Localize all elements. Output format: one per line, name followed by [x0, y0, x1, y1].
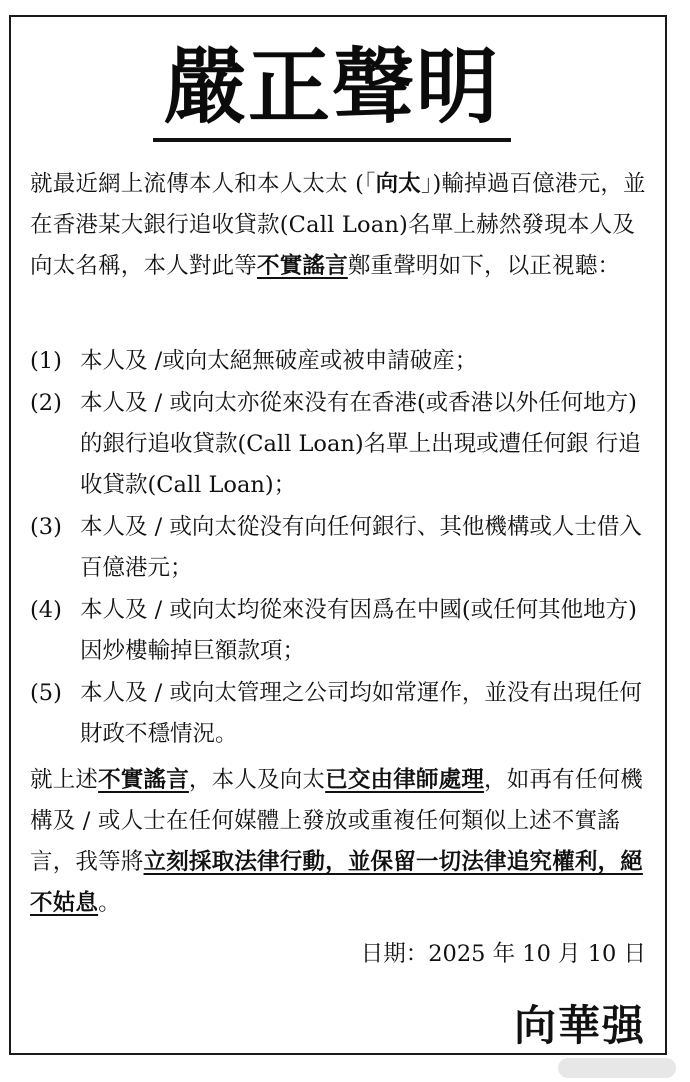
list-item-text: 本人及 / 或向太從没有向任何銀行、其他機構或人士借入百億港元； [80, 514, 642, 581]
signature: 向華强 [513, 1001, 646, 1050]
intro-highlight-rumor: 不實謠言 [257, 253, 348, 279]
closing-highlight-legal-action: 立刻採取法律行動，並保留一切法律追究權利，絕不姑息 [30, 849, 643, 916]
list-item-number: (4) [30, 597, 62, 623]
list-item-text: 本人及 / 或向太管理之公司均如常運作，並没有出現任何財政不穩情況。 [80, 680, 642, 747]
list-item [30, 383, 648, 506]
list-item [30, 341, 648, 382]
watermark [558, 1058, 676, 1078]
list-item-text: 本人及 / 或向太亦從來没有在香港(或香港以外任何地方)的銀行追收貸款(Call Loan)名單上出現或遭任何銀 行追收貸款(Call Loan)； [80, 390, 641, 498]
closing-highlight-lawyer: 已交由律師處理 [325, 767, 485, 793]
closing-text-2: ，本人及向太 [188, 767, 326, 793]
list-item-number: (1) [30, 348, 62, 374]
statement-list [30, 341, 648, 756]
closing-highlight-rumor: 不實謠言 [98, 767, 189, 793]
notice-title-block [153, 38, 511, 142]
intro-paragraph [30, 164, 648, 287]
list-item [30, 507, 648, 589]
list-item-number: (5) [30, 680, 62, 706]
closing-text-1: 就上述 [30, 767, 99, 793]
list-item-number: (3) [30, 514, 62, 540]
notice-date: 日期：2025 年 10 月 10 日 [360, 941, 646, 967]
closing-text-3: ，如再有任何機構及 / 或人士在任何媒體上發放或重複任何類似上述不實謠言，我等將 [30, 767, 643, 875]
notice-title: 嚴正聲明 [163, 40, 500, 135]
list-item-text: 本人及 / 或向太均從來没有因爲在中國(或任何其他地方)因炒樓輸掉巨額款項； [80, 597, 637, 664]
list-item [30, 673, 648, 755]
intro-text-1: 就最近網上流傳本人和本人太太 (「 [30, 171, 376, 197]
list-item-number: (2) [30, 390, 62, 416]
closing-paragraph [30, 760, 648, 924]
closing-text-4: 。 [98, 890, 121, 916]
list-item [30, 590, 648, 672]
intro-highlight-wife: 向太 [375, 171, 421, 197]
list-item-text: 本人及 /或向太絕無破産或被申請破産； [80, 348, 478, 374]
intro-text-3: 鄭重聲明如下，以正視聽： [347, 253, 621, 279]
intro-text-2: 」)輸掉過百億港元，並在香港某大銀行追收貸款(Call Loan)名單上赫然發現本人及向太名稱，本人對此等 [30, 171, 646, 279]
